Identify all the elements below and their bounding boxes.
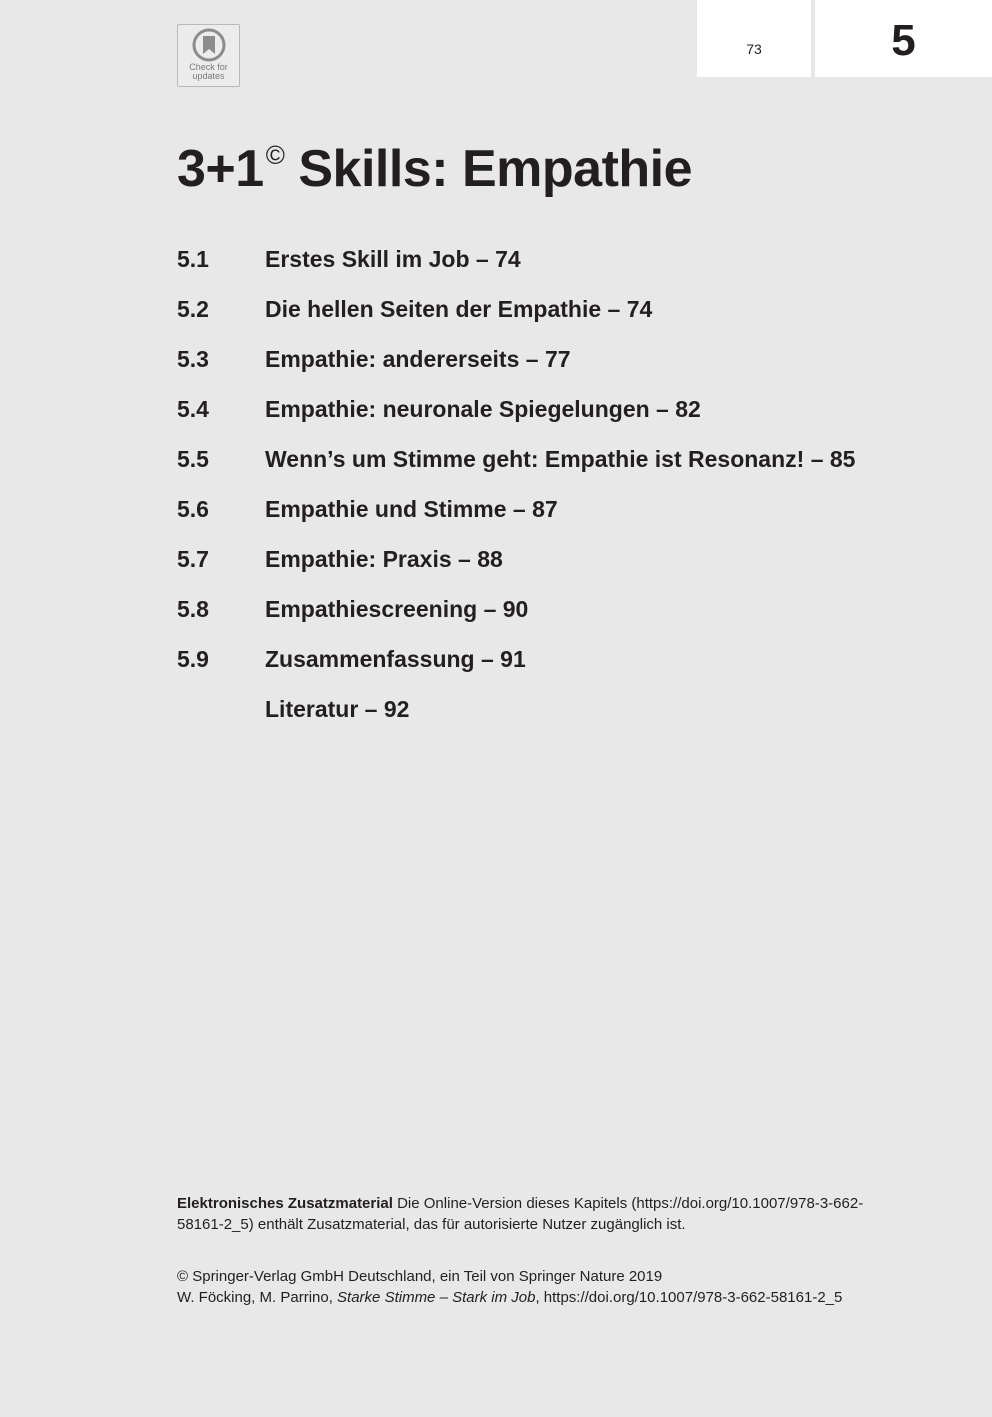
toc-item-title: Empathie und Stimme – 87 xyxy=(265,496,558,522)
toc-item-number: 5.9 xyxy=(177,646,209,672)
chapter-title xyxy=(177,124,692,200)
title-rest: Skills: Empathie xyxy=(284,140,693,198)
copyright-line: © Springer-Verlag GmbH Deutschland, ein Teil von Springer Nature 2019 xyxy=(177,1268,663,1285)
table-of-contents xyxy=(177,239,937,739)
chapter-number-box xyxy=(815,0,992,77)
badge-label-line2: updates xyxy=(192,71,225,81)
copyright-notice xyxy=(177,1266,917,1308)
toc-item[interactable] xyxy=(177,639,937,689)
toc-item-title: Empathie: neuronale Spiegelungen – 82 xyxy=(265,396,701,422)
page-number: 73 xyxy=(746,41,762,57)
bookmark-icon xyxy=(192,28,226,62)
toc-item-title: Empathie: Praxis – 88 xyxy=(265,546,503,572)
citation-doi-link[interactable]: , https://doi.org/10.1007/978-3-662-58161-2_5 xyxy=(535,1289,843,1306)
toc-item-title: Literatur – 92 xyxy=(265,696,410,722)
toc-item-number: 5.2 xyxy=(177,296,209,322)
supplementary-body: Die Online-Version dieses Kapitels (https://doi.org/10.1007/978-3-662-58161-2_5) enthält Zusatzmaterial, das für autorisierte Nutzer zugänglich ist. xyxy=(177,1195,864,1233)
toc-item-title: Wenn’s um Stimme geht: Empathie ist Resonanz! – 85 xyxy=(265,446,856,472)
badge-label xyxy=(181,63,237,81)
toc-item[interactable] xyxy=(177,339,937,389)
title-copyright-mark: © xyxy=(265,140,285,170)
toc-item-number: 5.8 xyxy=(177,596,209,622)
toc-item-title: Die hellen Seiten der Empathie – 74 xyxy=(265,296,653,322)
page-number-box xyxy=(697,0,811,77)
toc-item-number: 5.6 xyxy=(177,496,209,522)
toc-item-title: Erstes Skill im Job – 74 xyxy=(265,246,521,272)
toc-item-title: Empathiescreening – 90 xyxy=(265,596,529,622)
toc-item[interactable] xyxy=(177,439,937,489)
toc-item-number: 5.4 xyxy=(177,396,209,422)
supplementary-lead: Elektronisches Zusatzmaterial xyxy=(177,1195,393,1212)
citation-authors: W. Föcking, M. Parrino, xyxy=(177,1289,338,1306)
toc-item-number: 5.1 xyxy=(177,246,209,272)
toc-item[interactable] xyxy=(177,689,937,739)
toc-item-title: Empathie: andererseits – 77 xyxy=(265,346,571,372)
title-main: 3+1 xyxy=(177,140,264,198)
toc-item[interactable] xyxy=(177,489,937,539)
chapter-number: 5 xyxy=(891,16,916,65)
citation-book-title: Starke Stimme – Stark im Job xyxy=(337,1289,536,1306)
toc-item[interactable] xyxy=(177,539,937,589)
toc-item-number: 5.7 xyxy=(177,546,209,572)
check-for-updates-badge[interactable] xyxy=(177,24,240,87)
toc-item[interactable] xyxy=(177,389,937,439)
toc-item[interactable] xyxy=(177,289,937,339)
citation-line xyxy=(177,1287,917,1308)
badge-label-line1: Check for xyxy=(189,62,228,72)
toc-item-number: 5.5 xyxy=(177,446,209,472)
supplementary-material-note xyxy=(177,1193,882,1235)
toc-item[interactable] xyxy=(177,239,937,289)
toc-item-number: 5.3 xyxy=(177,346,209,372)
toc-item-title: Zusammenfassung – 91 xyxy=(265,646,526,672)
toc-item[interactable] xyxy=(177,589,937,639)
